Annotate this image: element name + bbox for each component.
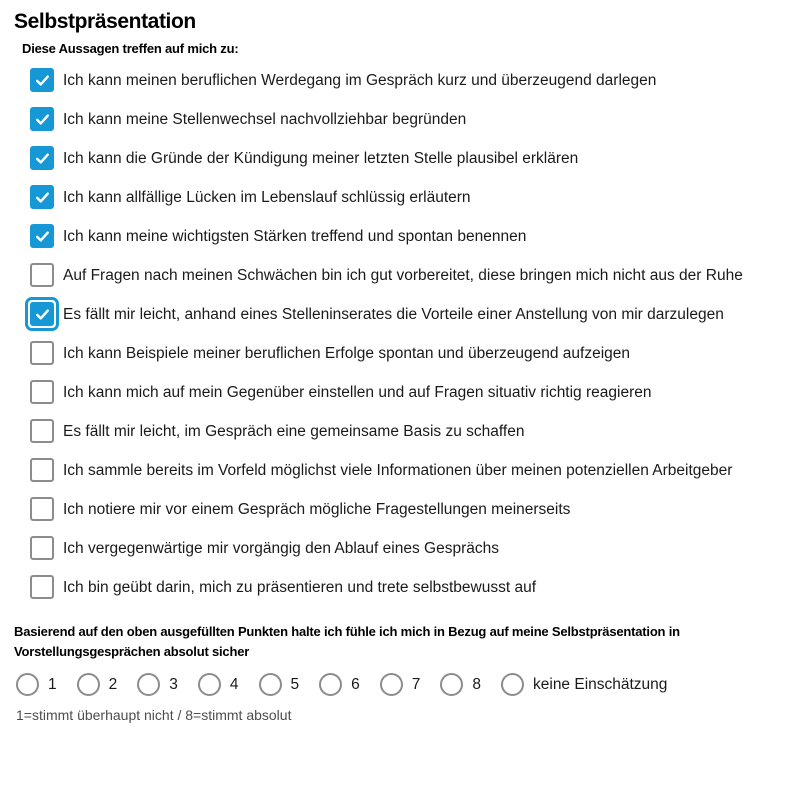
checklist-item-label: Ich kann Beispiele meiner beruflichen Erfolge spontan und überzeugend aufzeigen [63, 345, 630, 362]
rating-question: Basierend auf den oben ausgefüllten Punkten halte ich fühle ich mich in Bezug auf meine Selbstpräsentation in Vorstellungsgesprächen absolut sicher [14, 624, 680, 659]
rating-option[interactable] [259, 673, 300, 696]
checkbox[interactable] [30, 263, 54, 287]
checklist-prompt: Diese Aussagen treffen auf mich zu: [22, 41, 239, 56]
radio-label: keine Einschätzung [533, 675, 668, 693]
radio-label: 6 [351, 675, 360, 693]
rating-option[interactable] [380, 673, 421, 696]
checkbox[interactable] [30, 224, 54, 248]
checklist-item-label: Ich kann mich auf mein Gegenüber einstellen und auf Fragen situativ richtig reagieren [63, 384, 652, 401]
checkmark-icon [34, 228, 51, 245]
checklist-item-label: Es fällt mir leicht, anhand eines Stelleninserates die Vorteile einer Anstellung von mir darzulegen [63, 306, 724, 323]
checklist-item-label: Ich kann meine Stellenwechsel nachvollziehbar begründen [63, 111, 467, 128]
checkmark-icon [34, 306, 51, 323]
radio-label: 7 [411, 675, 421, 693]
rating-note: 1=stimmt überhaupt nicht / 8=stimmt absolut [16, 707, 292, 723]
radio-label: 5 [290, 675, 300, 693]
radio-label: 2 [108, 675, 118, 693]
checkbox[interactable] [30, 107, 54, 131]
checklist [30, 68, 775, 600]
checklist-item[interactable] [30, 380, 775, 405]
checklist-item[interactable] [30, 68, 775, 93]
rating-option[interactable] [77, 673, 118, 696]
radio-button[interactable] [137, 673, 160, 696]
radio-button[interactable] [440, 673, 463, 696]
checkmark-icon [34, 150, 51, 167]
checklist-item-label: Ich vergegenwärtige mir vorgängig den Ablauf eines Gesprächs [63, 540, 499, 557]
checklist-item[interactable] [30, 575, 775, 600]
checklist-item[interactable] [30, 497, 775, 522]
checklist-item[interactable] [30, 146, 775, 171]
checkbox[interactable] [30, 536, 54, 560]
radio-button[interactable] [259, 673, 282, 696]
checklist-item[interactable] [30, 263, 775, 288]
radio-button[interactable] [77, 673, 100, 696]
checkbox[interactable] [30, 341, 54, 365]
checkbox[interactable] [30, 380, 54, 404]
checkbox[interactable] [30, 185, 54, 209]
checkmark-icon [34, 72, 51, 89]
checkbox[interactable] [30, 497, 54, 521]
checklist-item-label: Ich bin geübt darin, mich zu präsentieren und trete selbstbewusst auf [63, 579, 537, 596]
radio-button[interactable] [198, 673, 221, 696]
checklist-item-label: Ich kann die Gründe der Kündigung meiner letzten Stelle plausibel erklären [63, 150, 579, 167]
checkbox[interactable] [30, 146, 54, 170]
checklist-item-label: Ich notiere mir vor einem Gespräch mögliche Fragestellungen meinerseits [63, 501, 571, 518]
rating-option[interactable] [440, 673, 481, 696]
page-title: Selbstpräsentation [14, 10, 196, 33]
radio-button[interactable] [380, 673, 403, 696]
checklist-item[interactable] [30, 419, 775, 444]
checklist-item[interactable] [30, 107, 775, 132]
radio-button[interactable] [16, 673, 39, 696]
checklist-item-label: Es fällt mir leicht, im Gespräch eine gemeinsame Basis zu schaffen [63, 423, 525, 440]
checklist-item-label: Ich kann meinen beruflichen Werdegang im Gespräch kurz und überzeugend darlegen [63, 72, 657, 89]
radio-button[interactable] [319, 673, 342, 696]
checklist-item[interactable] [30, 536, 775, 561]
radio-label: 8 [472, 675, 481, 693]
radio-button[interactable] [501, 673, 524, 696]
rating-option[interactable] [319, 673, 360, 696]
checkmark-icon [34, 189, 51, 206]
checklist-item-label: Ich kann meine wichtigsten Stärken treffend und spontan benennen [63, 228, 527, 245]
radio-label: 3 [169, 675, 178, 693]
checkbox[interactable] [30, 458, 54, 482]
rating-option[interactable] [16, 673, 57, 696]
checkbox[interactable] [30, 302, 54, 326]
checkbox[interactable] [30, 575, 54, 599]
checklist-item[interactable] [30, 458, 775, 483]
rating-option[interactable] [501, 673, 667, 696]
rating-option[interactable] [137, 673, 178, 696]
checklist-item-label: Ich sammle bereits im Vorfeld möglichst viele Informationen über meinen potenziellen Arbeitgeber [63, 462, 733, 479]
radio-label: 4 [229, 675, 239, 693]
checklist-item-label: Auf Fragen nach meinen Schwächen bin ich gut vorbereitet, diese bringen mich nicht aus der Ruhe [63, 267, 743, 284]
checklist-item[interactable] [30, 185, 775, 210]
checkbox[interactable] [30, 419, 54, 443]
radio-label: 1 [48, 675, 57, 693]
checkbox[interactable] [30, 68, 54, 92]
checklist-item-label: Ich kann allfällige Lücken im Lebenslauf schlüssig erläutern [63, 189, 471, 206]
checkmark-icon [34, 111, 51, 128]
checklist-item[interactable] [30, 341, 775, 366]
rating-option[interactable] [198, 673, 239, 696]
checklist-item[interactable] [30, 224, 775, 249]
checklist-item[interactable] [30, 302, 775, 327]
rating-scale [16, 673, 775, 696]
